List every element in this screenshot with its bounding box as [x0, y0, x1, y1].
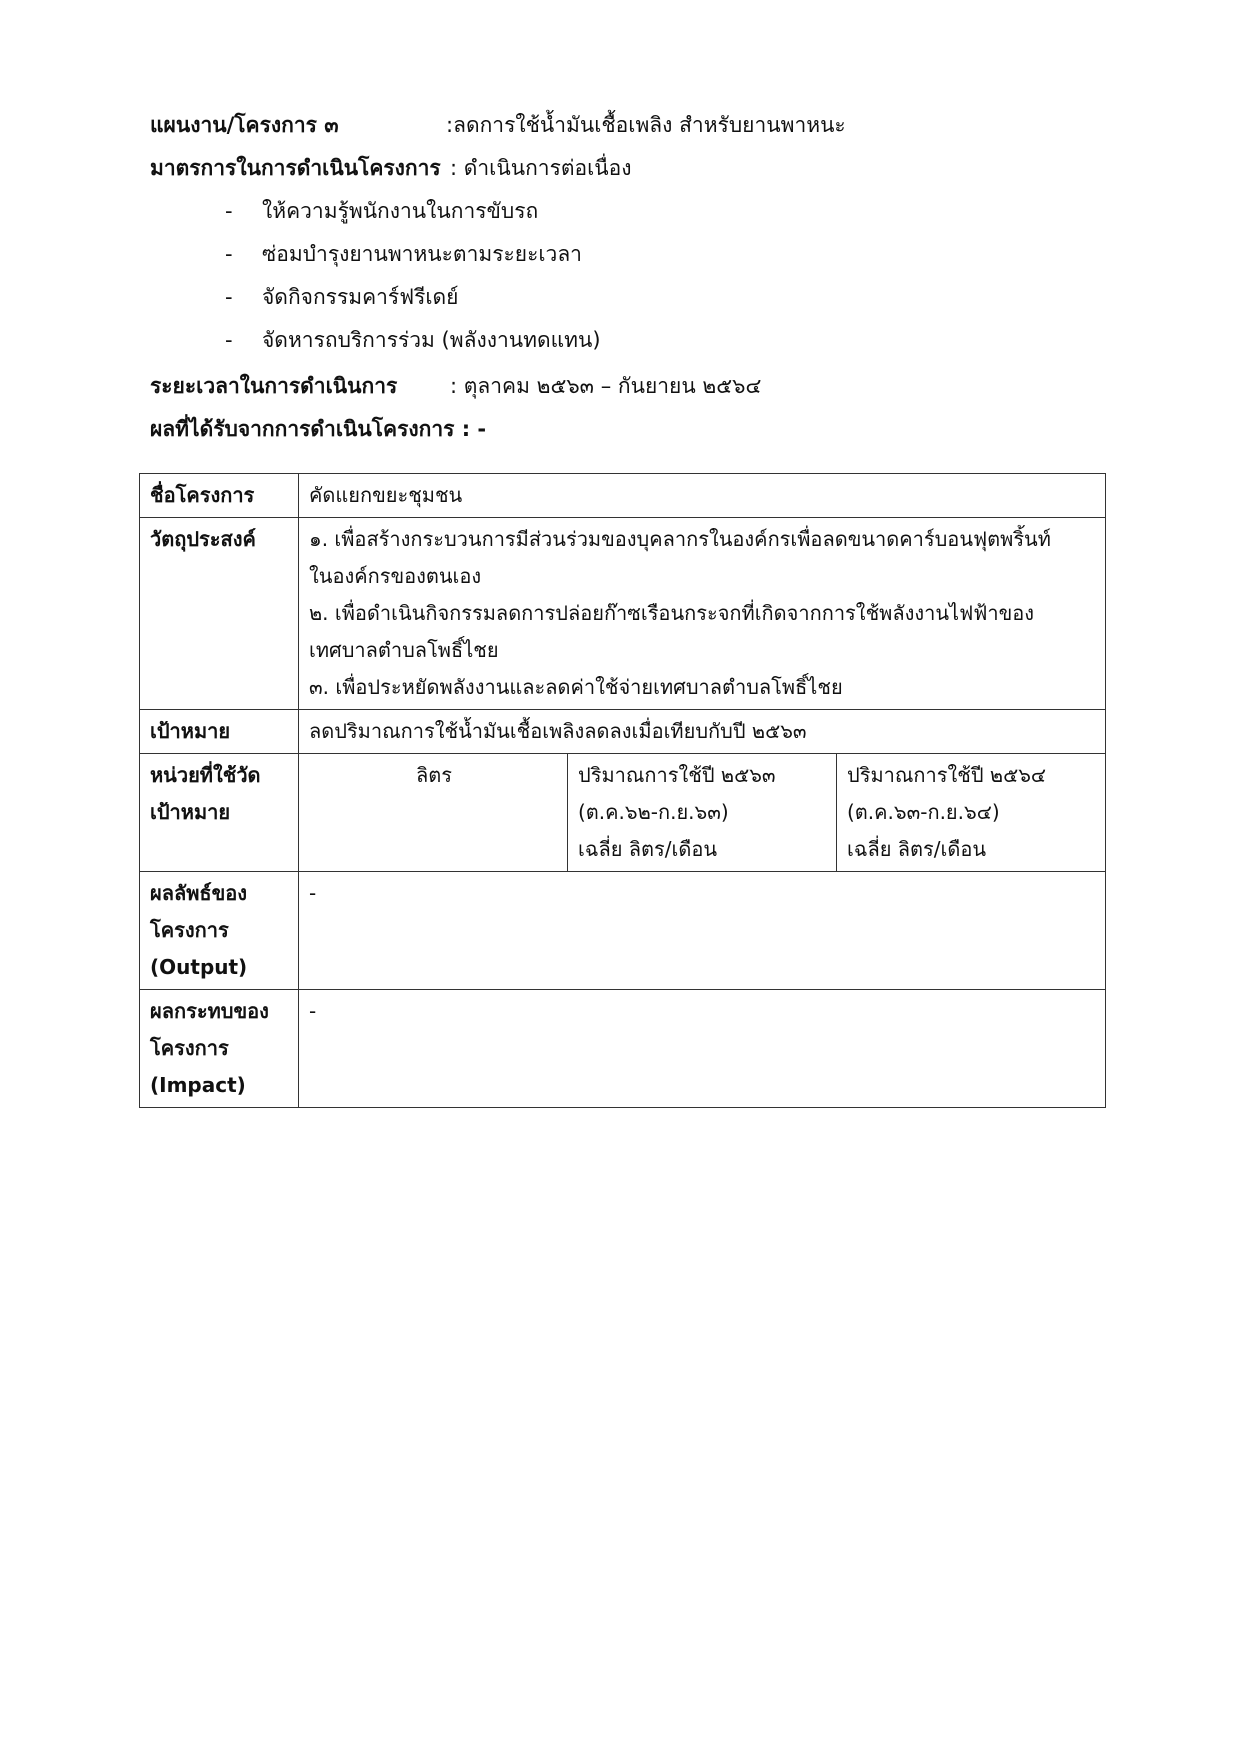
period-label: ระยะเวลาในการดำเนินการ: [150, 374, 398, 398]
impact-label-line: โครงการ: [150, 1036, 229, 1060]
table-row-unit: [140, 754, 1106, 872]
usage-2563-cell: [568, 754, 837, 872]
impact-label-line: (Impact): [150, 1073, 246, 1097]
target-label: เป้าหมาย: [140, 710, 299, 754]
bullet-dash: -: [225, 242, 233, 266]
objective-line: ๑. เพื่อสร้างกระบวนการมีส่วนร่วมของบุคลากรในองค์กรเพื่อลดขนาดคาร์บอนฟุตพริ้นท์: [309, 527, 1051, 551]
output-label-line: (Output): [150, 955, 248, 979]
project-name-value: คัดแยกขยะชุมชน: [299, 474, 1106, 518]
bullet-item: ให้ความรู้พนักงานในการขับรถ: [262, 199, 539, 223]
output-label: [140, 872, 299, 990]
unit-value: ลิตร: [299, 754, 568, 872]
impact-label-line: ผลกระทบของ: [150, 999, 269, 1023]
objective-cell: [299, 518, 1106, 710]
objective-label: วัตถุประสงค์: [140, 518, 299, 710]
measure-label: มาตรการในการดำเนินโครงการ: [150, 156, 441, 180]
impact-label: [140, 990, 299, 1108]
output-label-line: โครงการ: [150, 918, 229, 942]
unit-label-line: เป้าหมาย: [150, 800, 231, 824]
table-row-impact: [140, 990, 1106, 1108]
bullet-dash: -: [225, 285, 233, 309]
objective-line: เทศบาลตำบลโพธิ์ไชย: [309, 638, 499, 662]
output-value: -: [299, 872, 1106, 990]
bullet-item: จัดกิจกรรมคาร์ฟรีเดย์: [262, 285, 459, 309]
plan-value: :ลดการใช้น้ำมันเชื้อเพลิง สำหรับยานพาหนะ: [446, 113, 846, 137]
usage-2564-line: (ต.ค.๖๓-ก.ย.๖๔): [847, 800, 1000, 824]
usage-2563-line: (ต.ค.๖๒-ก.ย.๖๓): [578, 800, 729, 824]
table-row-target: [140, 710, 1106, 754]
project-name-label: ชื่อโครงการ: [140, 474, 299, 518]
plan-label: แผนงาน/โครงการ ๓: [150, 113, 339, 137]
table-row-objective: [140, 518, 1106, 710]
usage-2563-line: เฉลี่ย ลิตร/เดือน: [578, 837, 718, 861]
output-label-line: ผลลัพธ์ของ: [150, 881, 248, 905]
objective-line: ๓. เพื่อประหยัดพลังงานและลดค่าใช้จ่ายเทศบาลตำบลโพธิ์ไชย: [309, 675, 843, 699]
period-value: : ตุลาคม ๒๕๖๓ – กันยายน ๒๕๖๔: [450, 374, 762, 398]
usage-2563-line: ปริมาณการใช้ปี ๒๕๖๓: [578, 763, 776, 787]
usage-2564-cell: [837, 754, 1106, 872]
project-table: [139, 473, 1106, 1108]
impact-value: -: [299, 990, 1106, 1108]
unit-label-line: หน่วยที่ใช้วัด: [150, 763, 261, 787]
unit-label: [140, 754, 299, 872]
bullet-item: จัดหารถบริการร่วม (พลังงานทดแทน): [262, 328, 601, 352]
bullet-dash: -: [225, 328, 233, 352]
usage-2564-line: ปริมาณการใช้ปี ๒๕๖๔: [847, 763, 1047, 787]
objective-line: ในองค์กรของตนเอง: [309, 564, 482, 588]
table-row-output: [140, 872, 1106, 990]
objective-line: ๒. เพื่อดำเนินกิจกรรมลดการปล่อยก๊าซเรือนกระจกที่เกิดจากการใช้พลังงานไฟฟ้าของ: [309, 601, 1035, 625]
measure-value: : ดำเนินการต่อเนื่อง: [450, 156, 632, 180]
result-label: ผลที่ได้รับจากการดำเนินโครงการ : -: [150, 417, 487, 441]
bullet-item: ซ่อมบำรุงยานพาหนะตามระยะเวลา: [262, 242, 582, 266]
usage-2564-line: เฉลี่ย ลิตร/เดือน: [847, 837, 987, 861]
bullet-dash: -: [225, 199, 233, 223]
table-row-project-name: [140, 474, 1106, 518]
target-value: ลดปริมาณการใช้น้ำมันเชื้อเพลิงลดลงเมื่อเทียบกับปี ๒๕๖๓: [299, 710, 1106, 754]
